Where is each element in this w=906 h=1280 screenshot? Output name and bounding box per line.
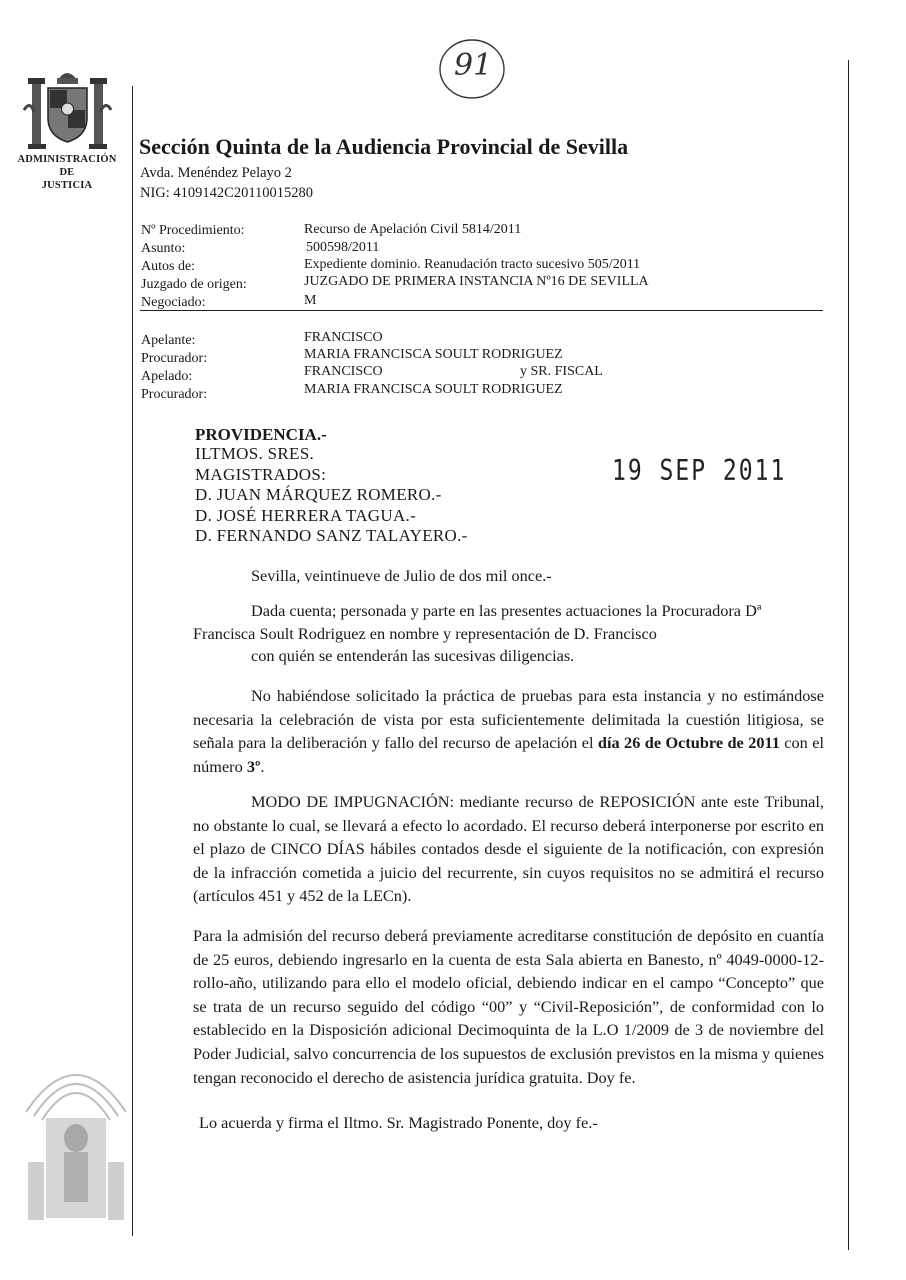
paragraph-4: Para la admisión del recurso deberá previamente acreditarse constitución de depósito en cuantía de 25 euros, debiendo ingresarlo en la cuenta de esta Sala abierta en Banesto, nº 4049-0000-12- rollo-año, utilizando para ello el modelo oficial, debiendo indicar en el campo “Concepto” que se trata de un recurso seguido del código “00” y “Civil-Reposición”, de conformidad con lo establecido en la Disposición adicional Decimoquinta de la L.O 1/2009 de 3 de noviembre del Poder Judicial, salvo concurrencia de los supuestos de exclusión previstos en la misma y quienes tengan reconocido el derecho de asistencia jurídica gratuita. Doy fe. — [193, 926, 824, 1087]
party-value: MARIA FRANCISCA SOULT RODRIGUEZ — [304, 347, 563, 362]
party-label: Apelante: — [141, 333, 196, 348]
party-value: MARIA FRANCISCA SOULT RODRIGUEZ — [304, 382, 563, 397]
org-line-3: JUSTICIA — [41, 180, 93, 191]
judge-name: D. FERNANDO SANZ TALAYERO.- — [195, 526, 468, 545]
date-stamp: 19 SEP 2011 — [612, 454, 787, 488]
providencia-line1: ILTMOS. SRES. — [195, 444, 314, 463]
org-line-2: DE — [59, 167, 75, 178]
case-label: Asunto: — [141, 241, 186, 256]
party-label: Procurador: — [141, 387, 208, 402]
case-label: Juzgado de origen: — [141, 277, 247, 292]
right-margin-rule — [848, 60, 849, 1250]
providencia-line2: MAGISTRADOS: — [195, 465, 327, 484]
judge-name: D. JOSÉ HERRERA TAGUA.- — [195, 506, 417, 525]
party-value: FRANCISCO — [304, 330, 383, 345]
case-value: Recurso de Apelación Civil 5814/2011 — [304, 222, 522, 237]
closing-line: Lo acuerda y firma el Iltmo. Sr. Magistrado Ponente, doy fe.- — [199, 1113, 598, 1132]
paragraph-1-line-2: Francisca Soult Rodriguez en nombre y representación de D. Francisco — [193, 624, 657, 643]
left-margin-rule — [132, 86, 133, 1236]
paragraph-1-line-3: con quién se entenderán las sucesivas diligencias. — [251, 646, 575, 665]
court-address: Avda. Menéndez Pelayo 2 — [140, 165, 292, 181]
party-value: FRANCISCO — [304, 364, 383, 379]
paragraph-2-end: . — [260, 756, 265, 776]
party-label: Procurador: — [141, 351, 208, 366]
case-value: Expediente dominio. Reanudación tracto sucesivo 505/2011 — [304, 257, 641, 272]
regional-emblem-icon — [20, 1042, 132, 1232]
case-label: Autos de: — [141, 259, 196, 274]
judge-name: D. JUAN MÁRQUEZ ROMERO.- — [195, 485, 442, 504]
folio-number: 91 — [454, 48, 493, 83]
paragraph-3: MODO DE IMPUGNACIÓN: mediante recurso de REPOSICIÓN ante este Tribunal, no obstante lo cual, se llevará a efecto lo acordado. El recurso deberá interponerse por escrito en el plazo de CINCO DÍAS hábiles contados desde el siguiente de la notificación, con expresión de la infracción cometida a juicio del recurrente, sin cuyos requisitos no se admitirá el recurso (artículos 451 y 452 de la LECn). — [193, 792, 824, 906]
hearing-date: día 26 de Octubre de 2011 — [597, 733, 780, 753]
case-value: 500598/2011 — [306, 240, 380, 255]
case-label: Negociado: — [141, 295, 206, 310]
case-info-divider — [140, 310, 823, 311]
nig-number: NIG: 4109142C20110015280 — [140, 185, 314, 201]
place-date: Sevilla, veintinueve de Julio de dos mil once.- — [251, 566, 552, 585]
case-value: M — [304, 293, 317, 308]
case-label: Nº Procedimiento: — [141, 223, 245, 238]
paragraph-2 — [193, 684, 824, 778]
court-title: Sección Quinta de la Audiencia Provincial de Sevilla — [139, 134, 629, 159]
providencia-heading: PROVIDENCIA.- — [195, 425, 327, 444]
paragraph-2-mid: con el número — [193, 733, 824, 776]
paragraph-2-text: No habiéndose solicitado la práctica de pruebas para esta instancia y no estimándose necesaria la celebración de vista por esta suficientemente delimitada la cuestión litigiosa, se señala para la deliberación y fallo del recurso de apelación el — [193, 686, 824, 753]
case-value: JUZGADO DE PRIMERA INSTANCIA Nº16 DE SEVILLA — [304, 274, 649, 289]
hearing-number: 3º — [246, 756, 261, 776]
party-extra: y SR. FISCAL — [520, 364, 603, 379]
coat-of-arms-icon — [20, 60, 115, 152]
paragraph-1-line-1: Dada cuenta; personada y parte en las presentes actuaciones la Procuradora Dª — [251, 601, 762, 620]
org-name — [6, 153, 128, 192]
party-label: Apelado: — [141, 369, 193, 384]
org-line-1: ADMINISTRACIÓN — [17, 154, 117, 165]
